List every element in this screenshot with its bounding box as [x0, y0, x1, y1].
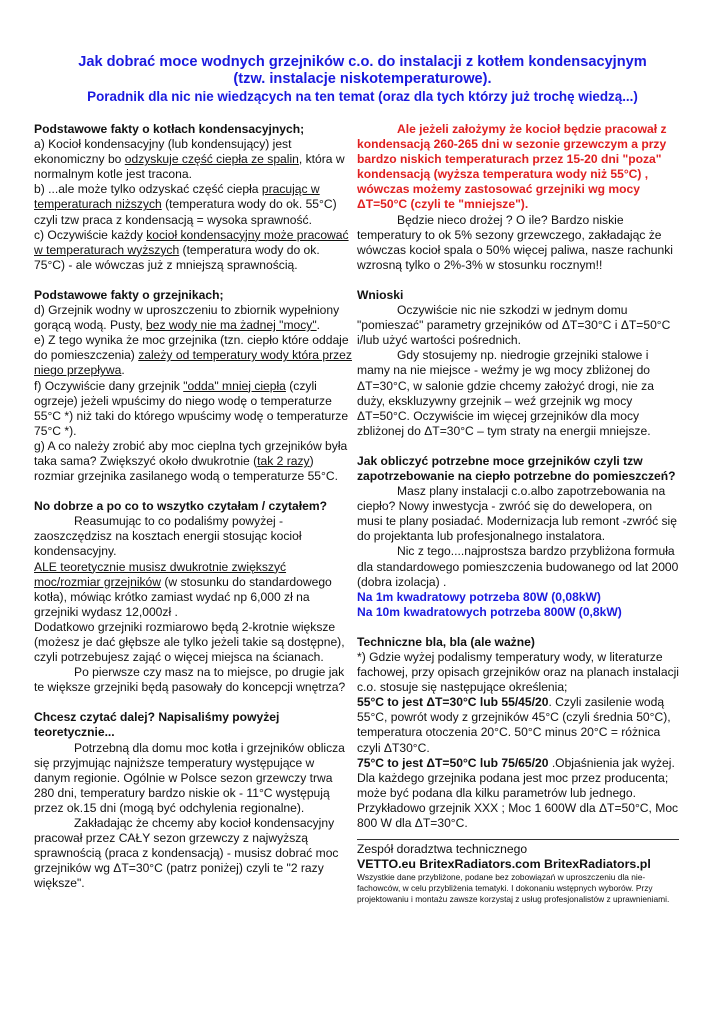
red-highlight-block: Ale jeżeli założymy że kocioł będzie pracował z kondensacją 260-265 dni w sezonie grzewczym a przy bardzo niskich temperaturach przez 15-20 dni "poza" kondensacją (wyższa temperatura wody niż 55°C) , wówczas możemy zastosować grzejniki wg mocy ΔT=50°C (czyli te "mniejsze").: [357, 122, 667, 212]
paragraph-c: c) Oczywiście każdy kocioł kondensacyjny może pracować w temperaturach wyższych (temperatura wody do ok. 75°C) - ale wówczas już z mniejszą sprawnością.: [34, 227, 349, 272]
paragraph-example: Dla każdego grzejnika podana jest moc przez producenta; może być podana dla kilku parametrów lub jednego. Przykładowo grzejnik XXX ; Moc 1 600W dla ΔT=50°C, Moc 800 W dla ΔT=30°C.: [357, 770, 679, 831]
paragraph-summary: Reasumując to co podaliśmy powyżej - zaoszczędzisz na kosztach energii stosując kocioł kondensacyjny.: [34, 514, 302, 559]
paragraph-space: Po pierwsze czy masz na to miejsce, po drugie jak te większe grzejniki będą pasowały do koncepcji wnętrza?: [34, 665, 346, 695]
paragraph-cost: Będzie nieco drożej ? O ile? Bardzo niskie temperatury to ok 5% sezony grzewczego, zakładając że wówczas kocioł spala o 50% więcej paliwa, nasze rachunki wzrosną tylko o 2%-3% w stosunku rocznym!!: [357, 212, 673, 272]
paragraph-a: a) Kocioł kondensacyjny (lub kondensujący) jest ekonomiczny bo odzyskuje część ciepła ze spalin, która w normalnym kotle jest tracona.: [34, 137, 345, 182]
section-heading-radiators: Podstawowe fakty o grzejnikach;: [34, 287, 224, 302]
formula-1m: Na 1m kwadratowy potrzeba 80W (0,08kW): [357, 589, 601, 604]
footer-disclaimer: Wszystkie dane przybliżone, podane bez zobowiązań w uproszczeniu dla nie-fachowców, w celu przybliżenia tematyki. I dokonaniu wstępnych wyborów. Przy projektowaniu i montażu zawsze korzystaj z usług profesjonalistów z uprawnieniami.: [357, 872, 670, 904]
paragraph-plans: Masz plany instalacji c.o.albo zapotrzebowania na ciepło? Nowy inwestycja - zwróć się do dewelopera, on musi te plany posiadać. Modernizacja lub remont -zwróć się do projektanta lub profesjonalnego instalatora.: [357, 484, 677, 544]
paragraph-d: d) Grzejnik wodny w uproszczeniu to zbiornik wypełniony gorącą wodą. Pusty, bez wody nie ma żadnej "mocy".: [34, 303, 340, 333]
formula-10m: Na 10m kwadratowych potrzeba 800W (0,8kW): [357, 604, 622, 619]
paragraph-bigger-radiators: Dodatkowo grzejniki rozmiarowo będą 2-krotnie większe (możesz je dać głębsze ale tylko jeżeli takie są dostępne), czyli potrzebujesz zająć o więcej miejsca na ścianach.: [34, 619, 345, 665]
section-heading-boilers: Podstawowe fakty o kotłach kondensacyjnych;: [34, 122, 305, 136]
paragraph-steel: Gdy stosujemy np. niedrogie grzejniki stalowe i mamy na nie miejsce - weźmy je wg mocy zbliżonej do ΔT=30°C, w salonie gdzie chcemy założyć drogi, nie za duży, ekskluzywny grzejnik – weź grzejnik wg mocy ΔT=50°C. Oczywiście im więcej grzejników dla mocy zbliżonej do ΔT=30°C – tym straty na energii mniejsze.: [357, 348, 654, 438]
section-heading-calculate: Jak obliczyć potrzebne moce grzejników czyli tzw zapotrzebowanie na ciepło potrzebne do pomieszczeń?: [357, 453, 676, 483]
paragraph-season: Potrzebną dla domu moc kotła i grzejników oblicza się przyjmując najniższe temperatury występujące w danym regionie. Ogólnie w Polsce sezon grzewczy trwa 280 dni, temperatury bardzo niskie ok - 11°C występują przez ok.15 dni (mogą być odchylenia regionalne).: [34, 740, 345, 815]
title-line-1: Jak dobrać moce wodnych grzejników c.o. do instalacji z kotłem kondensacyjnym: [78, 54, 647, 70]
footer-team: Zespół doradztwa technicznego: [357, 839, 679, 857]
subtitle: Poradnik dla nic nie wiedzących na ten temat (oraz dla tych którzy już trochę wiedzą...): [87, 89, 638, 104]
right-column: [357, 122, 679, 904]
title-line-2: (tzw. instalacje niskotemperaturowe).: [233, 71, 492, 87]
paragraph-dt50: 75°C to jest ΔT=50°C lub 75/65/20 .Objaśnienia jak wyżej.: [357, 755, 675, 770]
section-heading-continue: Chcesz czytać dalej? Napisaliśmy powyżej teoretycznie...: [34, 710, 280, 740]
paragraph-mix: Oczywiście nic nie szkodzi w jednym domu "pomieszać" parametry grzejników od ΔT=30°C i ΔT=50°C i/lub użyć wartości pośrednich.: [357, 303, 671, 348]
paragraph-double-size: ALE teoretycznie musisz dwukrotnie zwiększyć moc/rozmiar grzejników (w stosunku do standardowego kotła), mówiąc krótko zamiast wydać np 6,000 zł na grzejniki wydasz 12,000zł .: [34, 559, 332, 619]
paragraph-g: g) A co należy zrobić aby moc cieplna tych grzejników była taka sama? Zwiększyć około dwukrotnie (tak 2 razy) rozmiar grzejnika zasilanego wodą o temperaturze 55°C.: [34, 438, 348, 484]
paragraph-b: b) ...ale może tylko odzyskać część ciepła pracując w temperaturach niższych (temperatura wody do ok. 55°C) czyli tzw praca z kondensacją = wysoka sprawność.: [34, 182, 337, 227]
section-heading-why-read: No dobrze a po co to wszytko czytałam / czytałem?: [34, 499, 328, 514]
paragraph-e: e) Z tego wynika że moc grzejnika (tzn. ciepło które oddaje do pomieszczenia) zależy od temperatury wody która przez niego przepływa.: [34, 333, 352, 378]
footer-brands: VETTO.eu BritexRadiators.com BritexRadiators.pl: [357, 857, 651, 872]
paragraph-terms: *) Gdzie wyżej podalismy temperatury wody, w literaturze fachowej, przy opisach grzejników oraz na planach instalacji c.o. stosuje się następujące określenia;: [357, 650, 679, 695]
paragraph-formula: Nic z tego....najprostsza bardzo przybliżona formuła dla standardowego pomieszczenia budowanego od lat 2000 (dobra izolacja) .: [357, 544, 679, 589]
document-header: [28, 54, 697, 105]
paragraph-dt30: 55°C to jest ΔT=30°C lub 55/45/20. Czyli zasilenie wodą 55°C, powrót wody z grzejników 45°C (czyli średnia 50°C), temperatura otoczenia 20°C. 50°C minus 20°C = różnica czyli ΔT30°C.: [357, 695, 671, 755]
paragraph-f: f) Oczywiście dany grzejnik "odda" mniej ciepła (czyli ogrzeje) jeżeli wpuścimy do niego wodę o temperaturze 55°C *) niż taki do którego wpuścimy wodę o temperaturze 75°C *).: [34, 378, 349, 438]
left-column: [34, 122, 352, 892]
paragraph-assumption: Zakładając że chcemy aby kocioł kondensacyjny pracował przez CAŁY sezon grzewczy z najwyższą sprawnością (praca z kondensacją) - musisz dobrać moc grzejników wg ΔT=30°C (patrz poniżej) czyli te "2 razy większe".: [34, 816, 339, 891]
section-heading-technical: Techniczne bla, bla (ale ważne): [357, 634, 535, 649]
section-heading-conclusions: Wnioski: [357, 287, 404, 302]
